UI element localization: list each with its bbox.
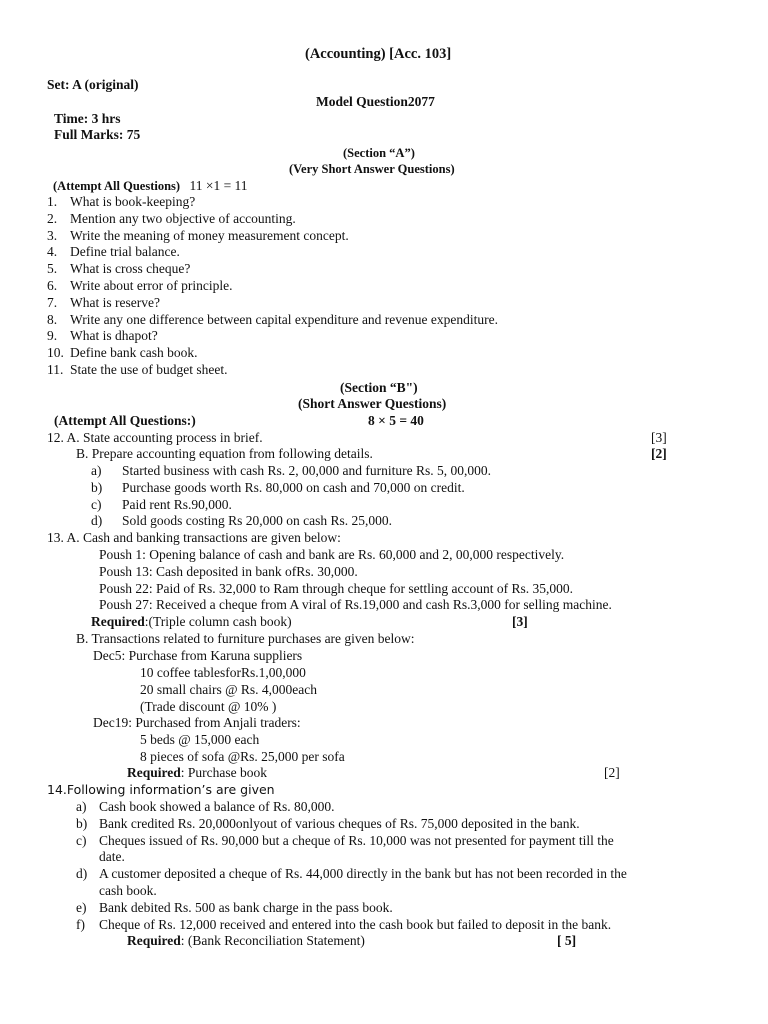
question-number: 3.: [47, 227, 58, 243]
q13-dec19: Dec19: Purchased from Anjali traders:: [93, 715, 301, 730]
q14-item-text: cash book.: [99, 883, 157, 898]
section-b-subheading: (Short Answer Questions): [298, 396, 447, 411]
q13-required-b: [127, 765, 267, 781]
q14-item-text: date.: [99, 849, 125, 865]
question-text: State the use of budget sheet.: [70, 362, 228, 377]
question-text: Write any one difference between capital expenditure and revenue expenditure.: [70, 311, 498, 327]
q13-dec5-item: 20 small chairs @ Rs. 4,000each: [140, 681, 318, 697]
model-question-label: Model Question2077: [316, 94, 435, 109]
question-number: 2.: [47, 210, 58, 226]
question-number: 6.: [47, 278, 58, 293]
question-number: 10.: [47, 345, 64, 361]
question-text: What is dhapot?: [70, 328, 158, 344]
q14-item-label: f): [76, 916, 85, 932]
question-text: What is reserve?: [70, 294, 160, 310]
q13-dec19-item: 5 beds @ 15,000 each: [140, 732, 260, 747]
q13-transaction: Poush 13: Cash deposited in bank ofRs. 30,000.: [99, 563, 358, 579]
question-text: Write the meaning of money measurement concept.: [70, 227, 349, 243]
q12-part-a: 12. A. State accounting process in brief.: [47, 430, 263, 445]
question-number: 9.: [47, 328, 58, 344]
q12-item-text: Paid rent Rs.90,000.: [122, 496, 232, 512]
question-number: 7.: [47, 294, 58, 310]
question-text: Define bank cash book.: [70, 345, 198, 361]
q13-dec19-item: 8 pieces of sofa @Rs. 25,000 per sofa: [140, 748, 345, 764]
q12-part-b-marks: [2]: [651, 446, 667, 461]
question-number: 1.: [47, 194, 58, 209]
q14-item-label: e): [76, 899, 87, 915]
question-number: 8.: [47, 311, 58, 327]
q12-item-label: a): [91, 463, 102, 478]
question-text: Mention any two objective of accounting.: [70, 210, 296, 226]
q12-item-label: d): [91, 513, 103, 529]
question-text: What is cross cheque?: [70, 261, 191, 277]
question-text: Write about error of principle.: [70, 278, 233, 293]
q13-required-a-label: Required: [91, 614, 145, 629]
section-a-heading: (Section “A”): [343, 146, 415, 160]
section-b-attempt-label: (Attempt All Questions:): [54, 413, 196, 428]
paper-title: (Accounting) [Acc. 103]: [305, 46, 452, 62]
q13-transaction: Poush 1: Opening balance of cash and bank are Rs. 60,000 and 2, 00,000 respectively.: [99, 547, 565, 562]
q14-item-label: b): [76, 815, 88, 831]
question-text: Define trial balance.: [70, 244, 180, 260]
section-b-heading: (Section “B"): [340, 380, 418, 395]
q12-item-text: Started business with cash Rs. 2, 00,000 and furniture Rs. 5, 00,000.: [122, 463, 491, 478]
q14-item-text: Cheques issued of Rs. 90,000 but a cheque of Rs. 10,000 was not presented for payment till the: [99, 832, 614, 848]
q12-item-label: b): [91, 479, 103, 495]
q14-item-label: c): [76, 832, 87, 848]
q14-required-marks: [ 5]: [557, 933, 577, 948]
q12-item-text: Sold goods costing Rs 20,000 on cash Rs. 25,000.: [122, 513, 393, 529]
question-number: 5.: [47, 261, 58, 277]
set-label: Set: A (original): [47, 77, 139, 92]
q13-dec5-item: 10 coffee tablesforRs.1,00,000: [140, 665, 306, 680]
section-b-marks: 8 × 5 = 40: [368, 413, 424, 428]
q14-item-text: Bank debited Rs. 500 as bank charge in the pass book.: [99, 899, 393, 915]
q13-required-b-label: Required: [127, 765, 181, 780]
q14-item-text: Bank credited Rs. 20,000onlyout of various cheques of Rs. 75,000 deposited in the bank.: [99, 815, 580, 831]
q13-part-a: 13. A. Cash and banking transactions are given below:: [47, 530, 341, 545]
full-marks-label: Full Marks: 75: [54, 127, 141, 142]
section-a-attempt-label: (Attempt All Questions): [53, 179, 181, 193]
question-number: 11.: [47, 362, 64, 377]
q14-item-label: d): [76, 866, 88, 882]
q13-required-b-marks: [2]: [604, 765, 620, 780]
q12-item-text: Purchase goods worth Rs. 80,000 on cash and 70,000 on credit.: [122, 479, 465, 495]
q13-dec5-item: (Trade discount @ 10% ): [140, 698, 277, 714]
question-number: 4.: [47, 244, 58, 260]
time-label: Time: 3 hrs: [54, 111, 121, 126]
q12-part-b: B. Prepare accounting equation from following details.: [76, 446, 373, 461]
q12-item-label: c): [91, 496, 102, 512]
q14-item-label: a): [76, 799, 87, 814]
section-a-attempt: [53, 178, 248, 194]
question-text: What is book-keeping?: [70, 194, 196, 209]
section-a-subheading: (Very Short Answer Questions): [289, 162, 455, 176]
section-a-marks: 11 ×1 = 11: [189, 178, 248, 193]
q14-intro: 14.Following information’s are given: [47, 782, 275, 797]
q13-required-a-text: :(Triple column cash book): [144, 614, 292, 629]
q14-item-text: A customer deposited a cheque of Rs. 44,000 directly in the bank but has not been recorded in the: [99, 866, 627, 882]
q14-required-label: Required: [127, 933, 181, 948]
q13-required-b-text: : Purchase book: [180, 765, 267, 780]
q14-item-text: Cheque of Rs. 12,000 received and entered into the cash book but failed to deposit in the bank.: [99, 916, 612, 932]
q13-transaction: Poush 22: Paid of Rs. 32,000 to Ram through cheque for settling account of Rs. 35,000.: [99, 580, 573, 596]
q13-part-b: B. Transactions related to furniture purchases are given below:: [76, 631, 415, 646]
q13-required-a: [91, 614, 292, 630]
q13-dec5: Dec5: Purchase from Karuna suppliers: [93, 648, 303, 663]
q13-transaction: Poush 27: Received a cheque from A viral of Rs.19,000 and cash Rs.3,000 for selling machine.: [99, 597, 612, 613]
q14-item-text: Cash book showed a balance of Rs. 80,000.: [99, 799, 335, 814]
q12-part-a-marks: [3]: [651, 430, 667, 445]
q14-required: [127, 933, 365, 949]
q13-required-a-marks: [3]: [512, 614, 528, 629]
q14-required-text: : (Bank Reconciliation Statement): [180, 933, 365, 948]
